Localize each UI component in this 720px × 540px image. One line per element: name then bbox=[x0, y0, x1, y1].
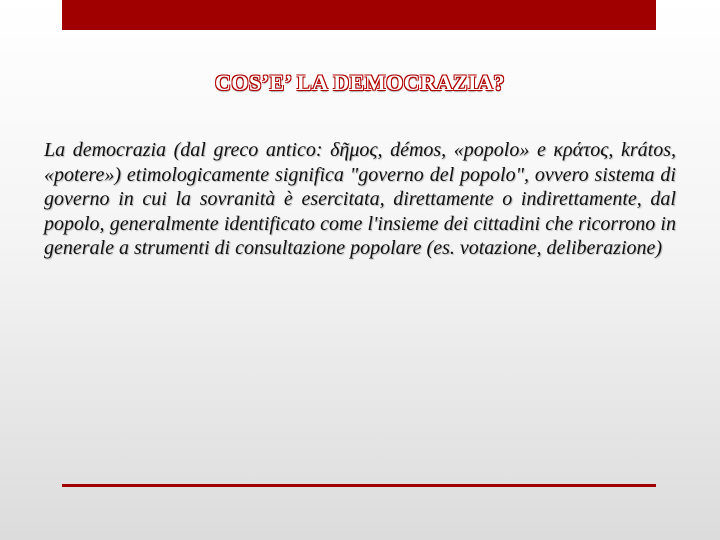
slide-body-text: La democrazia (dal greco antico: δῆμος, démos, «popolo» e κράτος, krátos, «potere») etimologicamente significa "governo del popolo", ovvero sistema di governo in cui la sovranità è esercitata, direttamente o indirettamente, dal popolo, generalmente identificato come l'insieme dei cittadini che ricorrono in generale a strumenti di consultazione popolare (es. votazione, deliberazione) bbox=[44, 139, 676, 259]
slide-title: COS’E’ LA DEMOCRAZIA? bbox=[214, 70, 505, 95]
bottom-divider bbox=[62, 484, 656, 487]
top-accent-bar bbox=[62, 0, 656, 30]
